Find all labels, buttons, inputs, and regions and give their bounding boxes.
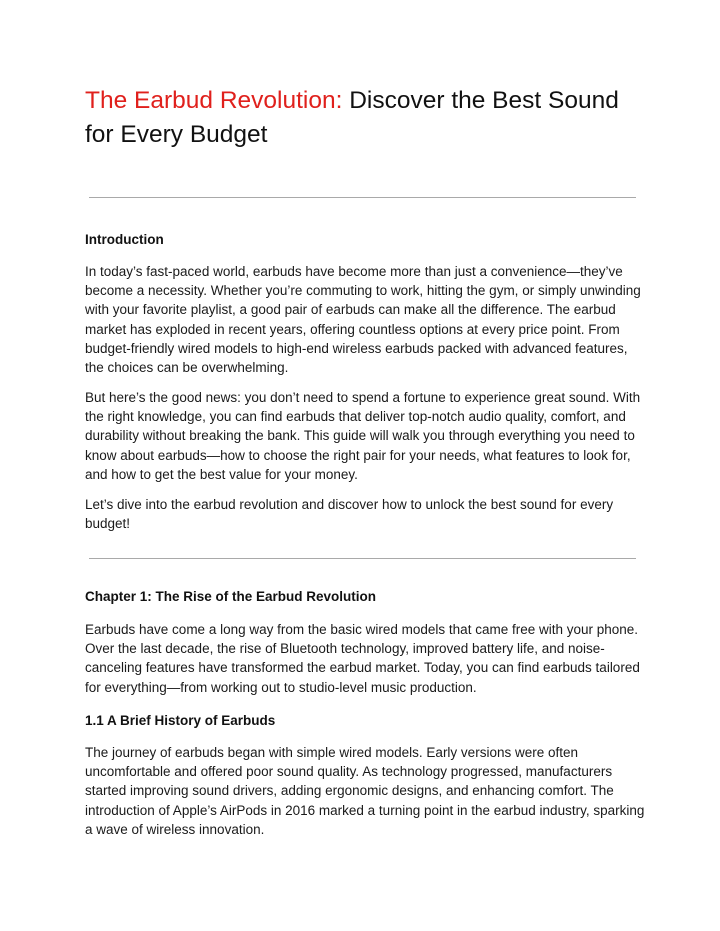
intro-heading: Introduction	[85, 232, 164, 247]
horizontal-rule-top	[89, 197, 636, 198]
chapter1-paragraph-1: Earbuds have come a long way from the basic wired models that came free with your phone. Over the last decade, the rise of Bluetooth technology, improved battery life, and noise-canceling features have transformed the earbud market. Today, you can find earbuds tailored for everything—from working out to studio-level music production.	[85, 622, 640, 695]
chapter1-heading: Chapter 1: The Rise of the Earbud Revolution	[85, 589, 377, 604]
horizontal-rule-middle	[89, 558, 636, 559]
title-rest: Discover the Best Sound for Every Budget	[85, 87, 619, 148]
section-1-1-paragraph-1: The journey of earbuds began with simple wired models. Early versions were often uncomfortable and offered poor sound quality. As technology progressed, manufacturers started improving sound drivers, adding ergonomic designs, and enhancing comfort. The introduction of Apple’s AirPods in 2016 marked a turning point in the earbud industry, sparking a wave of wireless innovation.	[85, 745, 645, 837]
section-1-1-heading: 1.1 A Brief History of Earbuds	[85, 713, 276, 728]
intro-paragraph-3: Let’s dive into the earbud revolution and discover how to unlock the best sound for every budget!	[85, 497, 614, 532]
document-title	[85, 84, 645, 152]
intro-paragraph-1: In today’s fast-paced world, earbuds have become more than just a convenience—they’ve become a necessity. Whether you’re commuting to work, hitting the gym, or simply unwinding with your favorite playlist, a good pair of earbuds can make all the difference. The earbud market has exploded in recent years, offering countless options at every price point. From budget-friendly wired models to high-end wireless earbuds packed with advanced features, the choices can be overwhelming.	[85, 264, 641, 376]
intro-paragraph-2: But here’s the good news: you don’t need to spend a fortune to experience great sound. With the right knowledge, you can find earbuds that deliver top-notch audio quality, comfort, and durability without breaking the bank. This guide will walk you through everything you need to know about earbuds—how to choose the right pair for your needs, what features to look for, and how to get the best value for your money.	[85, 390, 641, 482]
title-accent: The Earbud Revolution:	[85, 87, 343, 114]
